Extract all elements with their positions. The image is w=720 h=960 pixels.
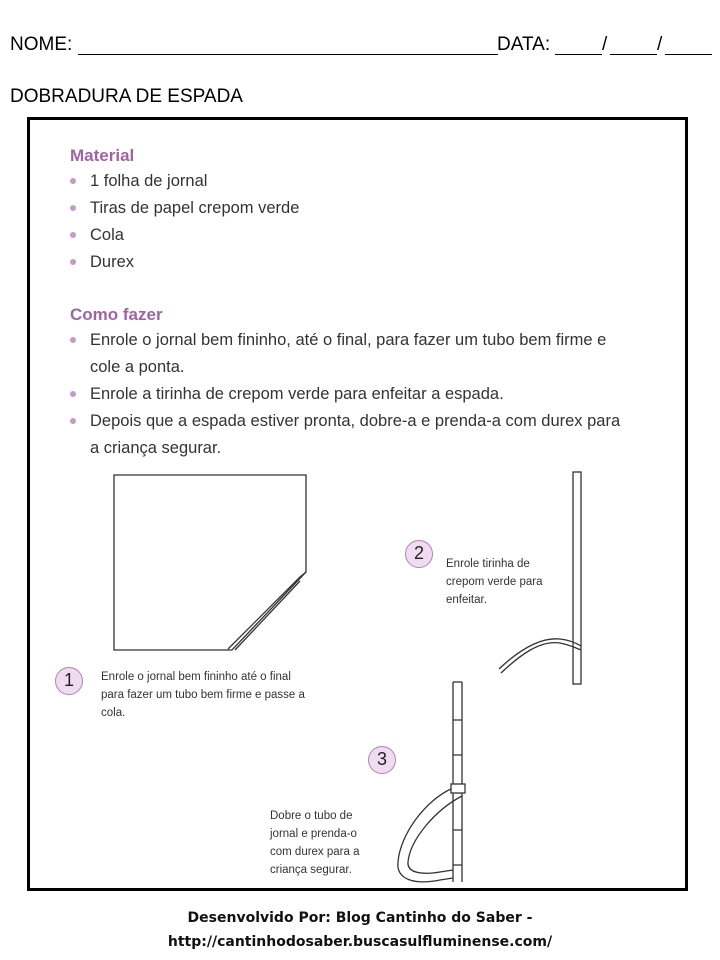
worksheet-header [10,30,712,60]
step-2-caption [446,555,543,609]
instructions-panel [27,117,688,891]
como-fazer-heading: Como fazer [70,305,163,324]
date-month-field[interactable] [610,54,657,55]
date-year-field[interactable] [665,54,712,55]
material-item: Cola [90,226,124,244]
caption-line: Enrole tirinha de [446,558,530,570]
caption-line: crepom verde para [446,576,543,588]
step-text-line: Depois que a espada estiver pronta, dobre-a e prenda-a com durex para [90,412,621,430]
material-item: 1 folha de jornal [90,172,208,190]
step-2-badge: 2 [405,540,433,568]
step-1-caption [101,668,305,722]
material-item: Tiras de papel crepom verde [90,199,300,217]
step-text-line: cole a ponta. [90,358,185,376]
material-heading: Material [70,146,135,165]
name-label: NOME: [10,34,73,55]
step-text-line: a criança segurar. [90,439,222,457]
caption-line: cola. [101,707,126,719]
date-day-field[interactable] [555,54,602,55]
page-title: DOBRADURA DE ESPADA [10,86,243,107]
folding-illustrations [30,120,685,888]
step-1-badge: 1 [55,667,83,695]
footer-credit: Desenvolvido Por: Blog Cantinho do Saber - [187,910,533,926]
name-field[interactable] [78,54,498,55]
step-text-line: Enrole o jornal bem fininho, até o final, para fazer um tubo bem firme e [90,331,607,349]
caption-line: para fazer um tubo bem firme e passe a [101,689,305,701]
newspaper-sheet-icon [114,475,306,650]
caption-line: criança segurar. [270,864,352,876]
step-3-caption [270,807,360,879]
caption-line: jornal e prenda-o [270,828,357,840]
date-separator: / [657,34,663,55]
step-3-badge: 3 [368,746,396,774]
footer-url[interactable]: http://cantinhodosaber.buscasulfluminense.com/ [167,934,553,950]
caption-line: Enrole o jornal bem fininho até o final [101,671,291,683]
date-label: DATA: [497,34,551,55]
caption-line: enfeitar. [446,594,487,606]
folded-sword-icon [398,682,465,882]
caption-line: com durex para a [270,846,360,858]
date-separator: / [602,34,608,55]
material-item: Durex [90,253,135,271]
step-text-line: Enrole a tirinha de crepom verde para enfeitar a espada. [90,385,504,403]
caption-line: Dobre o tubo de [270,810,353,822]
